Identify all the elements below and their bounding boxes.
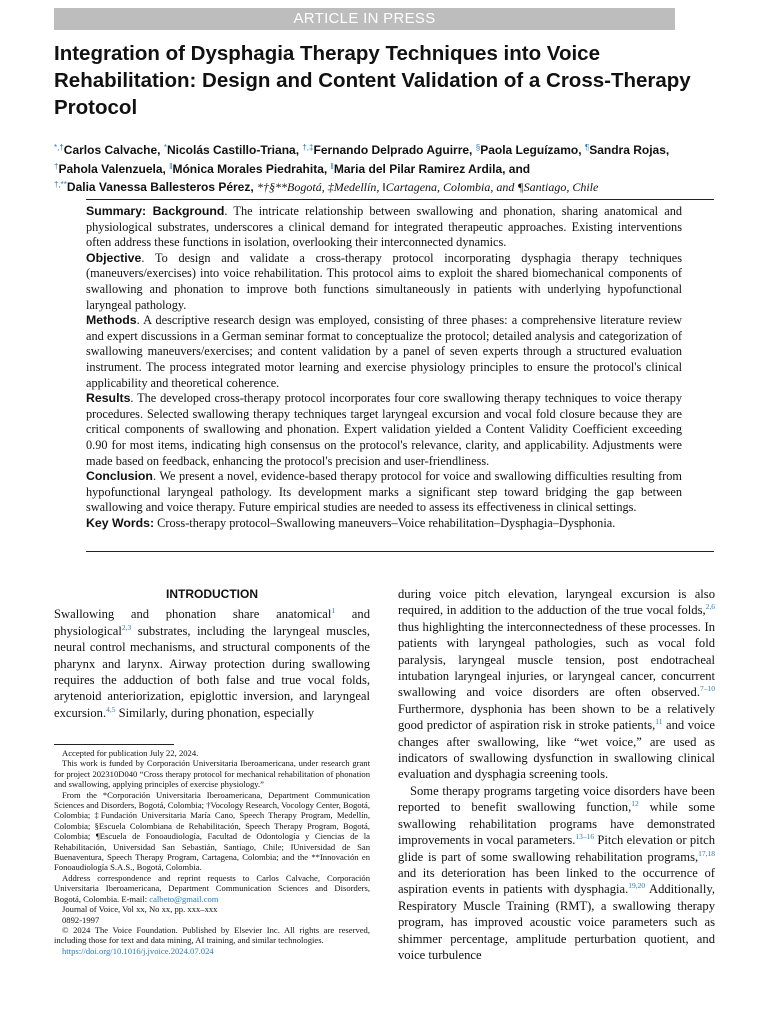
abstract-text: . The developed cross-therapy protocol incorporates four core swallowing therapy techniques to voice therapy procedures. Selected swallowing therapy techniques target laryngeal excursion and vocal fold closure because they are critical components of swallowing and phonation. Expert validation yielded a Content Validity Coefficient exceeding 0.90 for most items, indicating high consensus on the protocol's relevance, clarity, and applicability. Adjustments were made based on feedback, enhancing the protocol's precision and user-friendliness. bbox=[86, 391, 682, 468]
footnote-doi bbox=[54, 946, 370, 956]
abstract-label: Objective bbox=[86, 250, 142, 265]
right-paragraph-1 bbox=[398, 586, 715, 783]
abstract-top-rule bbox=[86, 199, 714, 200]
abstract-text: . We present a novel, evidence-based therapy protocol for voice and swallowing difficulties resulting from hypofunctional laryngeal pathology. Its development marks a significant step toward bridging the gap between swallowing and voice therapy. Future empirical studies are needed to assess its effectiveness in clinical settings. bbox=[86, 469, 682, 515]
author-affiliation-marker: † bbox=[54, 161, 59, 171]
author-affiliation-marker: ‖ bbox=[169, 161, 173, 171]
author-line-3 bbox=[54, 177, 714, 196]
doi-link[interactable]: https://doi.org/10.1016/j.jvoice.2024.07.024 bbox=[62, 945, 214, 956]
author-line-2 bbox=[54, 159, 714, 178]
article-in-press-banner: ARTICLE IN PRESS bbox=[54, 8, 675, 30]
citation-reference[interactable]: 1 bbox=[331, 606, 336, 616]
body-text: and physiological bbox=[54, 607, 370, 638]
body-text: substrates, including the laryngeal muscles, neural control mechanisms, and structural components of the pharynx and larynx. Airway protection during swallowing requires the adduction of both false and true vocal folds, arytenoid anteriorization, epiglottic inversion, and laryngeal excursion. bbox=[54, 623, 370, 720]
author-name: Nicolás Castillo-Triana, bbox=[166, 143, 303, 157]
right-paragraph-2 bbox=[398, 783, 715, 963]
body-text: thus highlighting the interconnectedness of these processes. In patients with laryngeal pathologies, such as vocal fold paralysis, laryngeal muscle tension, post endotracheal intubation laryngeal injuries, or laryngeal cancer, concurrent swallowing and voice disorders are often observed. bbox=[398, 619, 715, 700]
left-column bbox=[54, 586, 370, 721]
author-list bbox=[54, 140, 714, 196]
author-name: Dalia Vanessa Ballesteros Pérez, bbox=[66, 180, 258, 194]
author-name: Pahola Valenzuela, bbox=[58, 161, 170, 176]
footnote-address-text: Address correspondence and reprint requests to Carlos Calvache, Corporación Universitaria Iberoamericana, Department Communication Sciences and Disorders, Bogotá, Colombia. E-mail: bbox=[54, 872, 370, 904]
citation-reference[interactable]: 13–16 bbox=[575, 832, 595, 842]
body-text: Additionally, Respiratory Muscle Training (RMT), a swallowing therapy program, has improved acoustic voice parameters such as shimmer percentage, amplitude perturbation quotient, and voice turbulence bbox=[398, 882, 715, 962]
author-line-1 bbox=[54, 140, 714, 159]
abstract-label: Methods bbox=[86, 313, 137, 328]
author-affiliation-marker: †,** bbox=[54, 180, 67, 189]
section-heading-introduction: INTRODUCTION bbox=[166, 587, 258, 601]
abstract-keywords bbox=[86, 516, 682, 532]
keywords-label: Key Words: bbox=[86, 515, 155, 530]
author-affiliation-marker: ¶ bbox=[584, 143, 590, 152]
author-affiliation-marker: § bbox=[475, 143, 481, 152]
abstract-label: Conclusion bbox=[86, 469, 153, 484]
footnote-funding: This work is funded by Corporación Universitaria Iberoamericana, under research grant for project 202310D040 “Cross therapy protocol for mechanical rehabilitation of phonation and swallowing, applying principles of exercise physiology.” bbox=[54, 758, 370, 790]
abstract-conclusion bbox=[86, 469, 682, 516]
author-name: Sandra Rojas, bbox=[589, 143, 670, 157]
abstract-label: Results bbox=[86, 391, 131, 406]
keywords-text: Cross-therapy protocol–Swallowing maneuvers–Voice rehabilitation–Dysphagia–Dysphonia. bbox=[154, 515, 616, 530]
author-name: Mónica Morales Piedrahita, bbox=[172, 161, 331, 176]
email-link[interactable]: calbeto@gmail.com bbox=[149, 893, 219, 904]
footnotes bbox=[54, 748, 370, 956]
footnote-accepted: Accepted for publication July 22, 2024. bbox=[62, 748, 199, 758]
body-text: during voice pitch elevation, laryngeal excursion is also required, in addition to the adduction of the true vocal folds, bbox=[398, 587, 715, 618]
footnote-address bbox=[54, 873, 370, 904]
body-text: and its deterioration has been linked to the occurrence of aspiration events in patients with dysphagia. bbox=[398, 865, 715, 897]
author-name: Carlos Calvache, bbox=[63, 143, 164, 157]
footnote-rule bbox=[54, 744, 174, 745]
abstract-label: Summary: Background bbox=[86, 204, 225, 218]
citation-reference[interactable]: 11 bbox=[655, 717, 663, 727]
author-affiliation-marker: * bbox=[163, 143, 167, 152]
author-name: Paola Leguízamo, bbox=[480, 143, 585, 157]
body-text: Furthermore, dysphonia has been shown to be a relatively good predictor of aspiration risk in stroke patients, bbox=[398, 701, 715, 733]
abstract bbox=[86, 204, 682, 531]
intro-paragraph-1 bbox=[54, 606, 370, 721]
right-column bbox=[398, 586, 715, 963]
author-affiliation-marker: ‖ bbox=[330, 161, 334, 171]
body-text: Similarly, during phonation, especially bbox=[115, 705, 315, 720]
citation-reference[interactable]: 12 bbox=[631, 799, 639, 809]
author-name: Fernando Delprado Aguirre, bbox=[313, 143, 476, 157]
footnote-journal: Journal of Voice, Vol xx, No xx, pp. xxx–xxx bbox=[62, 904, 218, 915]
author-affiliation-marker: *,† bbox=[54, 143, 64, 152]
footnote-issn: 0892-1997 bbox=[62, 914, 100, 925]
citation-reference[interactable]: 17,18 bbox=[698, 848, 715, 858]
abstract-text: . The intricate relationship between swallowing and phonation, sharing anatomical and physiological substrates, underscores a clinical demand for integrated therapeutic approaches. Existing interventions often address these functions in isolation, overlooking their interconnected dynamics. bbox=[86, 204, 682, 250]
abstract-text: . A descriptive research design was employed, consisting of three phases: a comprehensive literature review and expert discussions in a German seminar format to conceptualize the protocol; detailed analysis and categorization of swallowing maneuvers/exercises; and content validation by a panel of seven experts through a structured evaluation instrument. The process integrated motor learning and exercise physiology principles to ensure the protocol's clinical applicability and theoretical coherence. bbox=[86, 313, 682, 390]
body-text: Some therapy programs targeting voice disorders have been reported to benefit swallowing function, bbox=[398, 783, 715, 815]
author-affiliation-marker: †,‡ bbox=[302, 143, 314, 152]
abstract-bottom-rule bbox=[86, 551, 714, 552]
body-text: Pitch elevation or pitch glide is part of some swallowing rehabilitation programs, bbox=[398, 833, 715, 864]
body-text: while some swallowing rehabilitation programs have demonstrated improvements in vocal parameters. bbox=[398, 800, 715, 848]
abstract-text: . To design and validate a cross-therapy protocol incorporating dysphagia therapy techniques (maneuvers/exercises) into voice rehabilitation. This protocol aims to exploit the shared biomechanical components of swallowing and phonation to improve both functions simultaneously in patients with underlying hypofunctional laryngeal pathology. bbox=[86, 250, 682, 312]
abstract-methods bbox=[86, 313, 682, 391]
article-title: Integration of Dysphagia Therapy Techniques into Voice Rehabilitation: Design and Content Validation of a Cross-Therapy Protocol bbox=[54, 42, 691, 119]
body-text: and voice changes after swallowing, like “wet voice,” are used as indicators of swallowing dysfunction in swallowing clinical evaluation and dysphagia screening tools. bbox=[398, 718, 715, 782]
footnote-copyright: © 2024 The Voice Foundation. Published by Elsevier Inc. All rights are reserved, including those for text and data mining, AI training, and similar technologies. bbox=[54, 924, 370, 946]
body-text: Swallowing and phonation share anatomical bbox=[54, 607, 332, 622]
abstract-background bbox=[86, 204, 682, 251]
citation-reference[interactable]: 2,6 bbox=[705, 602, 715, 612]
abstract-results bbox=[86, 391, 682, 469]
citation-reference[interactable]: 19,20 bbox=[628, 881, 646, 891]
affiliation-locations: *†§**Bogotá, ‡Medellín, ‖Cartagena, Colombia, and ¶Santiago, Chile bbox=[257, 180, 599, 194]
citation-reference[interactable]: 2,3 bbox=[121, 622, 132, 632]
abstract-objective bbox=[86, 251, 682, 313]
author-name: Maria del Pilar Ramirez Ardila, and bbox=[333, 161, 531, 176]
citation-reference[interactable]: 7–10 bbox=[700, 684, 715, 694]
citation-reference[interactable]: 4,5 bbox=[106, 704, 116, 714]
footnote-affiliations: From the *Corporación Universitaria Iberoamericana, Department Communication Sciences and Disorders, Bogotá, Colombia; †Vocology Research, Vocology Center, Bogotá, Colombia; ‡Fundación Universitaria María Cano, Speech Therapy Program, Medellín, Colombia; §Escuela Colombiana de Rehabilitación, Speech Therapy Program, Bogotá, Colombia; ¶Escuela de Fonoaudiología, Facultad de Odontología y Ciencias de la Rehabilitación, Universidad San Sebastián, Santiago, Chile; ‖Universidad de San Buenaventura, Speech Therapy Program, Cartagena, Colombia; and the **Innovación en Fonoaudiología S.A.S., Bogotá, Colombia. bbox=[54, 789, 370, 873]
